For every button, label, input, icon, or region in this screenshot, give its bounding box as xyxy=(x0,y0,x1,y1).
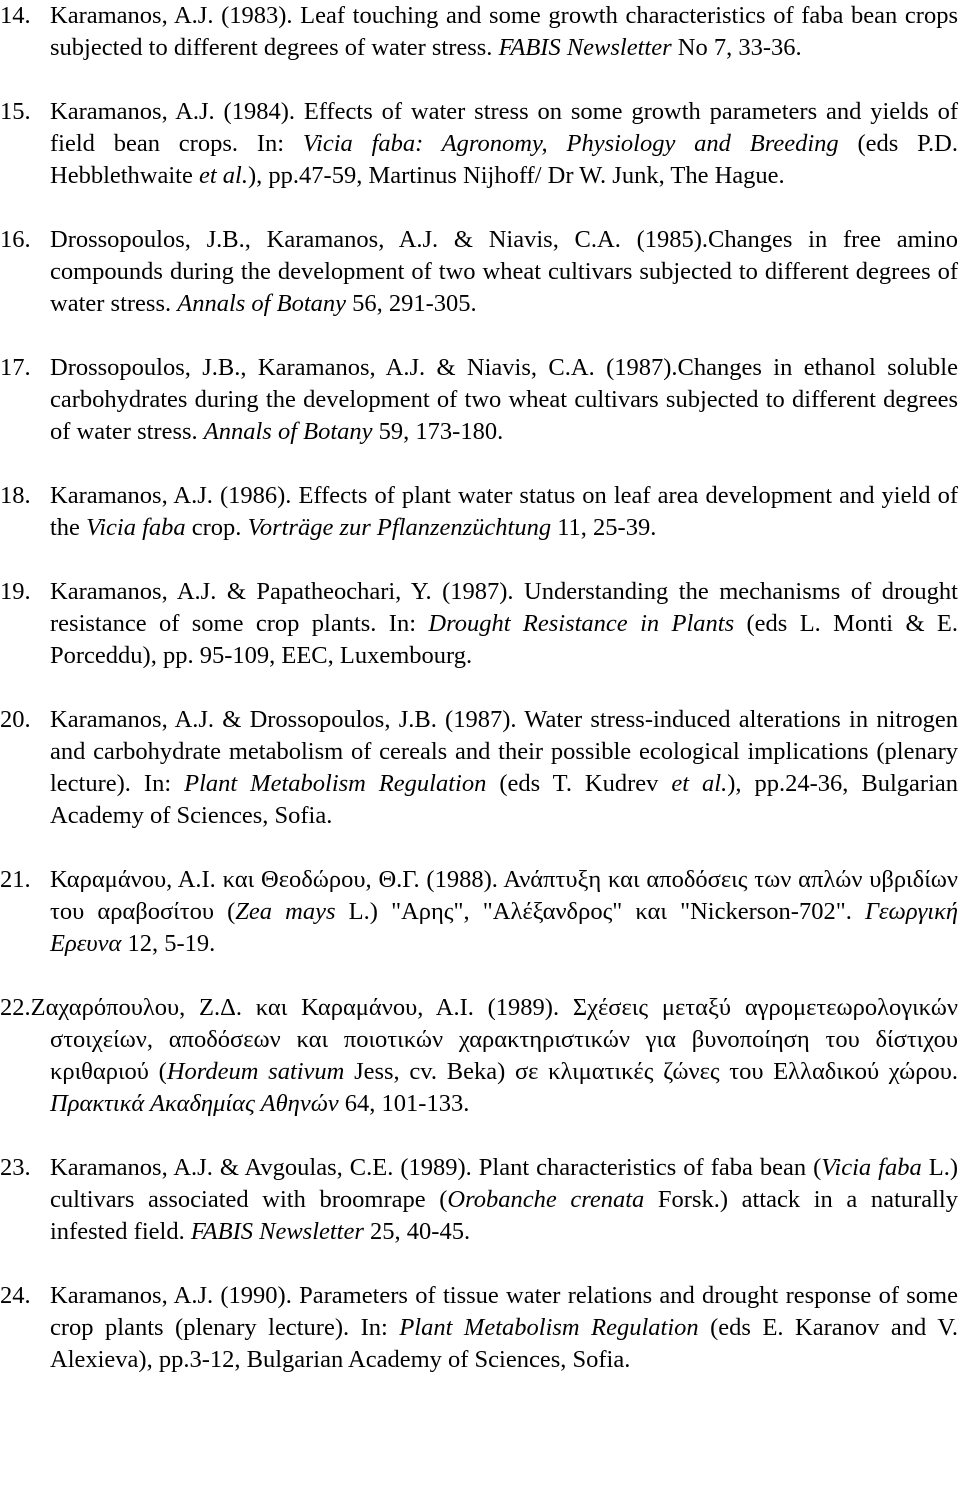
reference-italic-text: Vicia faba xyxy=(86,514,186,541)
reference-entry xyxy=(0,480,958,544)
reference-text: Ζαχαρόπουλου, Ζ.Δ. και Καραμάνου, Α.Ι. (1989). Σχέσεις μεταξύ αγρομετεωρολογικών στοιχείων, αποδόσεων και ποιοτικών χαρακτηριστικών για βυνοποίηση του δίστιχου κριθαριού ( xyxy=(30,994,958,1085)
reference-italic-text: FABIS Newsletter xyxy=(498,34,672,61)
reference-text: Karamanos, A.J. (1986). Effects of plant water status on leaf area development and yield of the xyxy=(50,482,958,541)
reference-text: 59, 173-180. xyxy=(372,418,504,445)
reference-text: Jess, cv. Beka) σε κλιματικές ζώνες του Ελλαδικού χώρου. xyxy=(344,1058,959,1085)
reference-entry xyxy=(0,0,958,64)
reference-italic-text: Γεωργική Ερευνα xyxy=(50,898,958,957)
reference-number: 19. xyxy=(0,578,31,605)
reference-number: 22. xyxy=(0,994,31,1021)
reference-entry xyxy=(0,1280,958,1376)
reference-italic-text: Zea mays xyxy=(235,898,336,925)
reference-text: Karamanos, A.J. (1983). Leaf touching and some growth characteristics of faba bean crops subjected to different degrees of water stress. xyxy=(50,2,958,61)
reference-italic-text: Annals of Botany xyxy=(177,290,346,317)
reference-text: crop. xyxy=(185,514,248,541)
reference-italic-text: Πρακτικά Ακαδημίας Αθηνών xyxy=(50,1090,339,1117)
reference-italic-text: Plant Metabolism Regulation xyxy=(399,1314,699,1341)
reference-text: ), pp.47-59, Martinus Nijhoff/ Dr W. Junk, The Hague. xyxy=(248,162,785,189)
reference-text: Karamanos, A.J. (1984). Effects of water stress on some growth parameters and yields of field bean crops. In: xyxy=(50,98,958,157)
reference-text: (eds P.D. Hebblethwaite xyxy=(50,130,958,189)
reference-text: Karamanos, A.J. & Avgoulas, C.E. (1989). Plant characteristics of faba bean ( xyxy=(50,1154,822,1181)
reference-text: (eds E. Karanov and V. Alexieva), pp.3-12, Bulgarian Academy of Sciences, Sofia. xyxy=(50,1314,958,1373)
reference-text: (eds T. Kudrev xyxy=(486,770,672,797)
reference-entry xyxy=(0,864,958,960)
reference-text: ), pp.24-36, Bulgarian Academy of Sciences, Sofia. xyxy=(50,770,958,829)
reference-text: 56, 291-305. xyxy=(346,290,477,317)
reference-entry xyxy=(0,224,958,320)
reference-text: (eds L. Monti & E. Porceddu), pp. 95-109, EEC, Luxembourg. xyxy=(50,610,958,669)
reference-text: L.) "Αρης", "Αλέξανδρος" και "Nickerson-702". xyxy=(335,898,865,925)
reference-text: Karamanos, A.J. & Drossopoulos, J.B. (1987). Water stress-induced alterations in nitrogen and carbohydrate metabolism of cereals and their possible ecological implications (plenary lecture). In: xyxy=(50,706,958,797)
reference-italic-text: Drought Resistance in Plants xyxy=(428,610,735,637)
reference-text: 64, 101-133. xyxy=(338,1090,470,1117)
reference-italic-text: FABIS Newsletter xyxy=(190,1218,364,1245)
reference-italic-text: Vicia faba xyxy=(821,1154,922,1181)
reference-text: Karamanos, A.J. & Papatheochari, Y. (1987). Understanding the mechanisms of drought resistance of some crop plants. In: xyxy=(50,578,958,637)
reference-entry xyxy=(0,992,958,1120)
reference-text: 12, 5-19. xyxy=(121,930,216,957)
reference-italic-text: Vorträge zur Pflanzenzüchtung xyxy=(247,514,552,541)
reference-italic-text: Hordeum sativum xyxy=(166,1058,345,1085)
reference-entry xyxy=(0,96,958,192)
reference-entry xyxy=(0,704,958,832)
reference-italic-text: Plant Metabolism Regulation xyxy=(184,770,487,797)
reference-number: 24. xyxy=(0,1282,31,1309)
reference-number: 23. xyxy=(0,1154,31,1181)
reference-number: 18. xyxy=(0,482,31,509)
reference-italic-text: Orobanche crenata xyxy=(447,1186,645,1213)
reference-text: Drossopoulos, J.B., Karamanos, A.J. & Niavis, C.A. (1987).Changes in ethanol soluble carbohydrates during the development of two wheat cultivars subjected to different degrees of water stress. xyxy=(50,354,958,445)
reference-entry xyxy=(0,576,958,672)
reference-text: Drossopoulos, J.B., Karamanos, A.J. & Niavis, C.A. (1985).Changes in free amino compounds during the development of two wheat cultivars subjected to different degrees of water stress. xyxy=(50,226,958,317)
reference-italic-text: Annals of Botany xyxy=(203,418,373,445)
reference-text: Forsk.) attack in a naturally infested field. xyxy=(50,1186,958,1245)
reference-italic-text: Vicia faba: Agronomy, Physiology and Breeding xyxy=(302,130,839,157)
reference-number: 17. xyxy=(0,354,31,381)
reference-text: L.) cultivars associated with broomrape ( xyxy=(50,1154,958,1213)
reference-text: 25, 40-45. xyxy=(363,1218,471,1245)
reference-text: 11, 25-39. xyxy=(551,514,657,541)
reference-text: Karamanos, A.J. (1990). Parameters of tissue water relations and drought response of some crop plants (plenary lecture). In: xyxy=(50,1282,958,1341)
reference-entry xyxy=(0,352,958,448)
reference-text: No 7, 33-36. xyxy=(671,34,802,61)
reference-text: Καραμάνου, Α.Ι. και Θεοδώρου, Θ.Γ. (1988). Ανάπτυξη και αποδόσεις των απλών υβριδίων του αραβοσίτου ( xyxy=(50,866,958,925)
reference-number: 14. xyxy=(0,2,31,29)
reference-entry xyxy=(0,1152,958,1248)
reference-italic-text: et al. xyxy=(199,162,248,189)
reference-italic-text: et al. xyxy=(671,770,728,797)
reference-number: 21. xyxy=(0,866,31,893)
reference-number: 15. xyxy=(0,98,31,125)
reference-number: 20. xyxy=(0,706,31,733)
reference-number: 16. xyxy=(0,226,31,253)
